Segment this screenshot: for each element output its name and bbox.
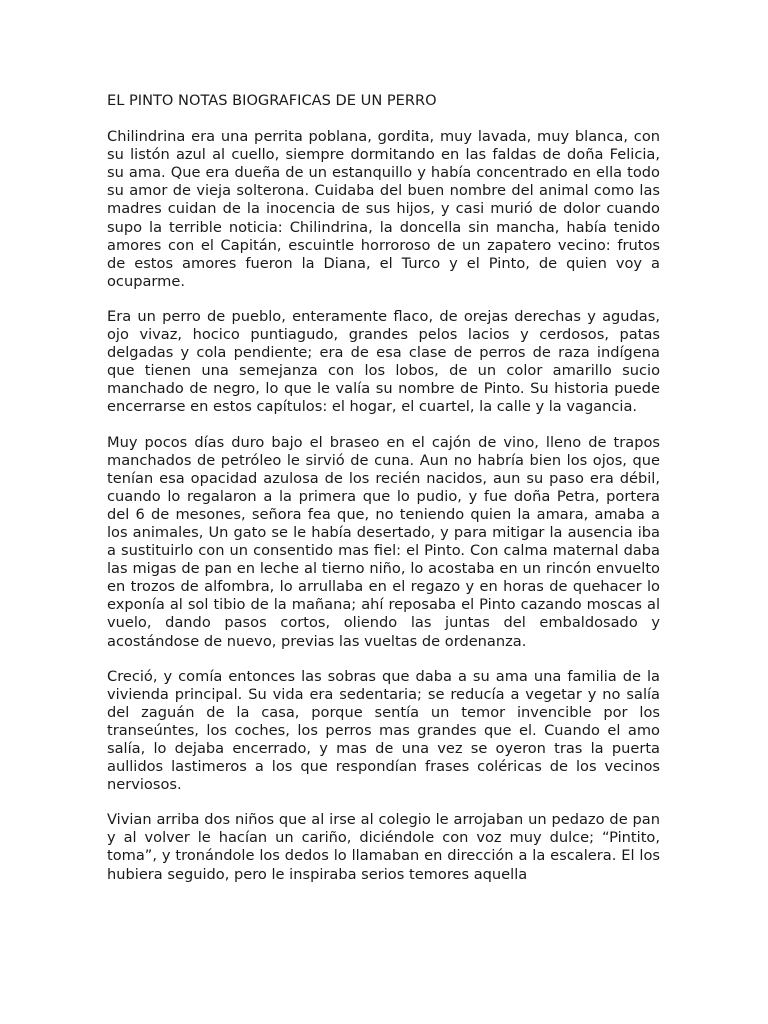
paragraph-2: Era un perro de pueblo, enteramente flaco, de orejas derechas y agudas, ojo vivaz, hocico puntiagudo, grandes pelos lacios y cerdosos, patas delgadas y cola pendiente; era de esa clase de perros de raza indígena que tienen una semejanza con los lobos, de un color amarillo sucio manchado de negro, lo que le valía su nombre de Pinto. Su historia puede encerrarse en estos capítulos: el hogar, el cuartel, la calle y la vagancia. [107,307,660,416]
paragraph-5: Vivian arriba dos niños que al irse al colegio le arrojaban un pedazo de pan y al volver le hacían un cariño, diciéndole con voz muy dulce; “Pintito, toma”, y tronándole los dedos lo llamaban en dirección a la escalera. El los hubiera seguido, pero le inspiraba serios temores aquella [107,811,660,883]
paragraph-1: Chilindrina era una perrita poblana, gordita, muy lavada, muy blanca, con su listón azul al cuello, siempre dormitando en las faldas de doña Felicia, su ama. Que era dueña de un estanquillo y había concentrado en ella todo su amor de vieja solterona. Cuidaba del buen nombre del animal como las madres cuidan de la inocencia de sus hijos, y casi murió de dolor cuando supo la terrible noticia: Chilindrina, la doncella sin mancha, había tenido amores con el Capitán, escuintle horroroso de un zapatero vecino: frutos de estos amores fueron la Diana, el Turco y el Pinto, de quien voy a ocuparme. [107,128,660,290]
paragraph-3: Muy pocos días duro bajo el braseo en el cajón de vino, lleno de trapos manchados de petróleo le sirvió de cuna. Aun no habría bien los ojos, que tenían esa opacidad azulosa de los recién nacidos, aun su paso era débil, cuando lo regalaron a la primera que lo pudio, y fue doña Petra, portera del 6 de mesones, señora fea que, no teniendo quien la amara, amaba a los animales, Un gato se le había desertado, y para mitigar la ausencia iba a sustituirlo con un consentido mas fiel: el Pinto. Con calma maternal daba las migas de pan en leche al tierno niño, lo acostaba en un rincón envuelto en trozos de alfombra, lo arrullaba en el regazo y en horas de quehacer lo exponía al sol tibio de la mañana; ahí reposaba el Pinto cazando moscas al vuelo, dando pasos cortos, oliendo las juntas del embaldosado y acostándose de nuevo, previas las vueltas de ordenanza. [107,433,660,650]
document-title: EL PINTO NOTAS BIOGRAFICAS DE UN PERRO [107,92,437,109]
document-page [107,92,660,901]
paragraph-4: Creció, y comía entonces las sobras que daba a su ama una familia de la vivienda principal. Su vida era sedentaria; se reducía a vegetar y no salía del zaguán de la casa, porque sentía un temor invencible por los transeúntes, los coches, los perros mas grandes que el. Cuando el amo salía, lo dejaba encerrado, y mas de una vez se oyeron tras la puerta aullidos lastimeros a los que respondían frases coléricas de los vecinos nerviosos. [107,667,660,794]
